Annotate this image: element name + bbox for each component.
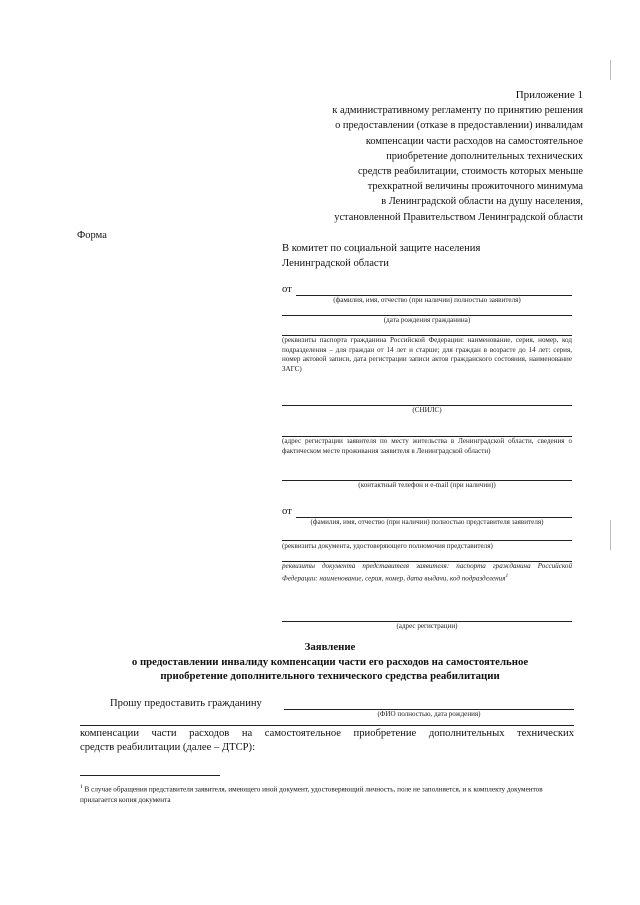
margin-mark bbox=[610, 60, 611, 80]
appendix-line: о предоставлении (отказе в предоставлении) инвалидам bbox=[335, 120, 583, 132]
applicant-passport-caption: (реквизиты паспорта гражданина Российской Федерации: наименование, серия, номер, код подразделения – для граждан от 14 лет и старше; для граждан в возрасте до 14 лет: серия, номер актовой записи, дата регистрации записи актов гражданского состояния, наименование ЗАГС) bbox=[282, 336, 572, 373]
footnote-mark: 1 bbox=[80, 784, 83, 790]
rep-fio-caption: (фамилия, имя, отчество (при наличии) полностью представителя заявителя) bbox=[310, 518, 544, 526]
footnote-separator bbox=[80, 775, 220, 776]
appendix-line: средств реабилитации, стоимость которых меньше bbox=[357, 166, 583, 178]
addressee-line2: Ленинградской области bbox=[282, 258, 389, 269]
statement-subtitle-2: приобретение дополнительного технического средства реабилитации bbox=[160, 670, 500, 682]
citizen-fio-field-2[interactable] bbox=[80, 725, 574, 726]
rep-from-label: от bbox=[282, 506, 292, 517]
footnote bbox=[80, 782, 580, 805]
addressee-line1: В комитет по социальной защите населения bbox=[282, 243, 481, 254]
citizen-fio-caption: (ФИО полностью, дата рождения) bbox=[377, 710, 481, 718]
statement-subtitle-1: о предоставлении инвалиду компенсации части его расходов на самостоятельное bbox=[131, 656, 529, 668]
form-label: Форма bbox=[77, 230, 107, 241]
applicant-address-caption: (адрес регистрации заявителя по месту жительства в Ленинградской области, сведения о фактическом месте проживания заявителя в Ленинградской области) bbox=[282, 437, 572, 455]
appendix-title: Приложение 1 bbox=[515, 89, 583, 101]
rep-passport-caption bbox=[282, 562, 572, 584]
applicant-fio-caption: (фамилия, имя, отчество (при наличии) полностью заявителя) bbox=[333, 296, 521, 304]
footnote-ref: 1 bbox=[505, 572, 509, 579]
rep-passport-text: реквизиты документа представителя заявителя: паспорта гражданина Российской Федерации: наименование, серия, номер, дата выдачи, код подразделения bbox=[282, 562, 572, 582]
appendix-header bbox=[263, 88, 583, 225]
rep-authority-field[interactable] bbox=[282, 540, 572, 541]
statement-text-2: средств реабилитации (далее – ДТСР): bbox=[80, 742, 256, 753]
appendix-line: в Ленинградской области на душу населения, bbox=[381, 196, 583, 208]
footnote-text: В случае обращения представителя заявителя, имеющего иной документ, удостоверяющий личность, поле не заполняется, и к комплекту документов прилагается копия документа bbox=[80, 785, 543, 804]
appendix-line: установленной Правительством Ленинградской области bbox=[334, 211, 583, 223]
appendix-line: к административному регламенту по принятию решения bbox=[332, 105, 583, 117]
from-label: от bbox=[282, 284, 292, 295]
request-text: Прошу предоставить гражданину bbox=[110, 698, 262, 709]
rep-authority-caption: (реквизиты документа, удостоверяющего полномочия представителя) bbox=[282, 542, 493, 550]
applicant-contact-caption: (контактный телефон и e-mail (при наличии)) bbox=[358, 481, 496, 489]
statement-title: Заявление bbox=[304, 641, 356, 653]
appendix-line: компенсации части расходов на самостоятельное bbox=[365, 135, 583, 147]
rep-address-caption: (адрес регистрации) bbox=[396, 622, 458, 630]
margin-mark bbox=[610, 520, 611, 550]
addressee bbox=[282, 241, 582, 271]
appendix-line: приобретение дополнительных технических bbox=[386, 150, 583, 162]
statement-text-1: компенсации части расходов на самостоятельное приобретение дополнительных технических bbox=[80, 728, 574, 739]
applicant-snils-caption: (СНИЛС) bbox=[412, 406, 442, 414]
applicant-dob-caption: (дата рождения гражданина) bbox=[383, 316, 471, 324]
appendix-line: трехкратной величины прожиточного минимума bbox=[367, 181, 583, 193]
